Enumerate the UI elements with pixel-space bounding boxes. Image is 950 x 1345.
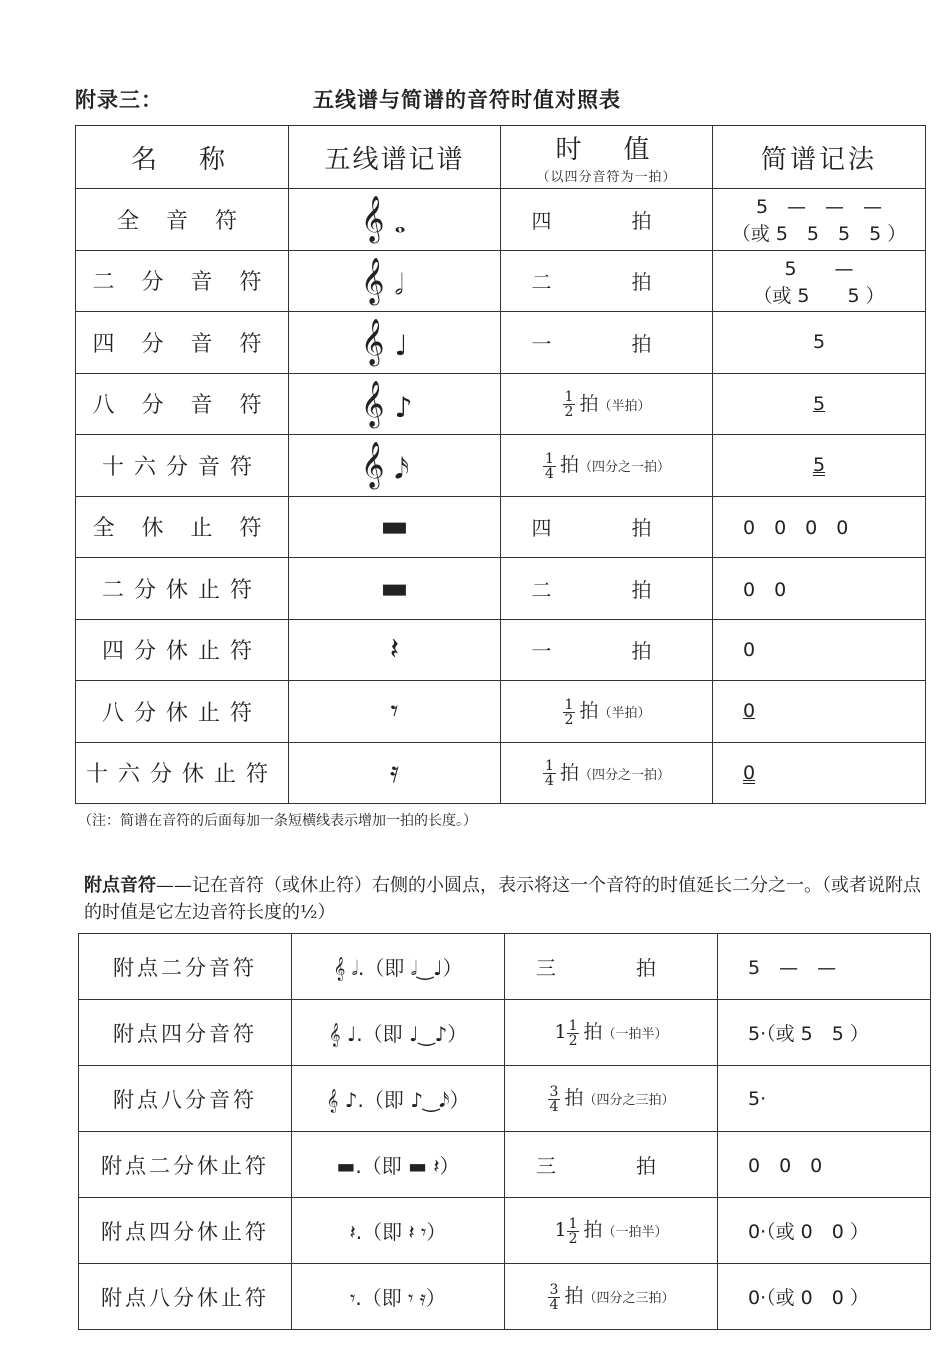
header-duration: [501, 126, 713, 189]
duration-text: 四 拍: [531, 208, 682, 233]
duration-note: （四分之三拍）: [583, 1093, 675, 1109]
duration-fraction-den: 4: [545, 773, 554, 789]
dotted-intro-fraction: ½: [300, 902, 318, 923]
duration-whole: 1: [554, 1219, 567, 1242]
jianpu-notation: [713, 373, 926, 435]
appendix-label: 附录三：: [75, 87, 163, 112]
duration-text: 四 拍: [531, 516, 682, 541]
duration-fraction-den: 2: [568, 1032, 578, 1049]
duration-fraction-den: 2: [564, 711, 574, 728]
table-header-row: [76, 126, 926, 189]
duration-fraction-num: 1: [564, 696, 574, 713]
rest-symbol-icon: 𝄾: [390, 693, 399, 729]
duration-note: （四分之一拍）: [578, 460, 670, 475]
note-name: 附点二分休止符: [79, 1132, 292, 1198]
note-symbol-icon: 𝅘𝅥𝅯: [394, 452, 410, 486]
jianpu-notation: [713, 250, 926, 312]
note-name: 四分休止符: [76, 619, 289, 681]
header-staff: 五线谱记谱: [289, 126, 501, 189]
duration: [501, 681, 713, 743]
jianpu-line: 5: [812, 331, 826, 354]
jianpu-notation: [713, 681, 926, 743]
jianpu-notation: 0·（或 0 0 ）: [718, 1198, 931, 1264]
table-row: [76, 189, 926, 251]
jianpu-line: 0 0: [743, 578, 787, 601]
duration-text: 三 拍: [536, 1154, 686, 1178]
staff-notation: 𝄞 𝅗𝅥.（即 𝅗𝅥‿♩）: [292, 934, 505, 1000]
jianpu-notation: [713, 558, 926, 620]
duration: [501, 373, 713, 435]
duration-unit: 拍: [583, 1219, 603, 1242]
note-name: 附点二分音符: [79, 934, 292, 1000]
duration-fraction: [543, 759, 556, 788]
table-row: [76, 496, 926, 558]
duration-text: 二 拍: [531, 270, 682, 295]
treble-clef-icon: 𝄞: [360, 196, 385, 243]
table-row: [79, 1066, 931, 1132]
duration-fraction-num: 3: [549, 1281, 559, 1298]
duration-unit: 拍: [583, 1021, 603, 1044]
dotted-intro-title: 附点音符: [84, 875, 156, 896]
page-title: 五线谱与简谱的音符时值对照表: [313, 87, 621, 112]
dotted-note-intro: [84, 872, 934, 926]
jianpu-line: 0: [743, 761, 756, 784]
duration-note: （四分之三拍）: [583, 1291, 675, 1307]
note-name: 二 分 音 符: [76, 250, 289, 312]
note-name: 八分休止符: [76, 681, 289, 743]
duration-unit: 拍: [564, 1087, 584, 1110]
note-name: 二分休止符: [76, 558, 289, 620]
dotted-intro-end: ）: [317, 902, 336, 923]
duration: [501, 496, 713, 558]
duration-text: 二 拍: [531, 577, 682, 602]
duration-fraction: [567, 1019, 580, 1048]
staff-notation: [289, 496, 501, 558]
table-row: [76, 619, 926, 681]
duration-fraction: [548, 1283, 561, 1312]
jianpu-notation: 0 0 0: [718, 1132, 931, 1198]
staff-notation: [289, 435, 501, 497]
duration-fraction-num: 1: [545, 450, 554, 467]
duration-whole: 1: [554, 1021, 567, 1044]
note-symbol-icon: ♩: [394, 329, 408, 363]
rest-symbol-icon: 𝄿: [389, 755, 400, 791]
note-name: 附点八分休止符: [79, 1264, 292, 1330]
header-duration-sub: （以四分音符为一拍）: [536, 170, 677, 185]
note-name: 附点四分休止符: [79, 1198, 292, 1264]
table-row: [79, 1264, 931, 1330]
jianpu-notation: [713, 312, 926, 374]
footnote: （注：简谱在音符的后面每加一条短横线表示增加一拍的长度。）: [78, 813, 477, 829]
duration-note: （一拍半）: [602, 1225, 668, 1241]
jianpu-line: 0: [743, 700, 756, 723]
rest-symbol-icon: ▬: [380, 509, 409, 545]
duration-fraction-num: 1: [564, 389, 574, 405]
duration-unit: 拍: [579, 392, 599, 415]
jianpu-notation: 5·（或 5 5 ）: [718, 1000, 931, 1066]
duration-fraction: [567, 1217, 580, 1246]
jianpu-notation: 5·: [718, 1066, 931, 1132]
staff-notation: [289, 619, 501, 681]
header-name: 名 称: [76, 126, 289, 189]
note-symbol-icon: 𝅝: [394, 206, 406, 240]
header-duration-label: 时 值: [555, 135, 658, 165]
duration-note: （半拍）: [598, 398, 651, 414]
rest-symbol-icon: ▬: [380, 570, 409, 606]
duration-fraction-den: 4: [545, 465, 554, 482]
note-duration-table: [75, 125, 926, 804]
duration-text: 一 拍: [531, 639, 682, 664]
note-name: 附点四分音符: [79, 1000, 292, 1066]
table-row: [76, 435, 926, 497]
note-symbol-icon: ♪: [394, 390, 413, 424]
staff-notation: [289, 742, 501, 804]
table-row: [76, 312, 926, 374]
jianpu-line: 0: [743, 638, 756, 661]
duration-fraction: [543, 452, 556, 481]
duration: [501, 189, 713, 251]
staff-notation: [289, 558, 501, 620]
jianpu-notation: 5 — —: [718, 934, 931, 1000]
duration-text: 一 拍: [531, 331, 682, 356]
duration: [501, 619, 713, 681]
note-name: 十六分休止符: [76, 742, 289, 804]
duration: [505, 1066, 718, 1132]
duration-fraction-num: 1: [568, 1215, 578, 1232]
treble-clef-icon: 𝄞: [360, 257, 385, 304]
duration: [505, 1264, 718, 1330]
jianpu-notation: [713, 435, 926, 497]
treble-clef-icon: 𝄞: [360, 319, 385, 366]
duration-unit: 拍: [579, 700, 599, 722]
duration-fraction: [563, 390, 576, 419]
note-name: 全 休 止 符: [76, 496, 289, 558]
staff-notation: [289, 373, 501, 435]
duration-note: （四分之一拍）: [578, 767, 670, 783]
jianpu-notation: [713, 496, 926, 558]
duration-unit: 拍: [564, 1285, 584, 1308]
table-row: [76, 742, 926, 804]
jianpu-notation: [713, 619, 926, 681]
jianpu-alt-line: （或 5 5 5 5 ）: [731, 223, 907, 246]
jianpu-notation: [713, 189, 926, 251]
jianpu-line: 5 — — —: [755, 196, 883, 219]
staff-notation: 𝄽.（即 𝄽 𝄾）: [292, 1198, 505, 1264]
header-jianpu: 简谱记法: [713, 126, 926, 189]
staff-notation: [289, 250, 501, 312]
note-name: 附点八分音符: [79, 1066, 292, 1132]
duration-note: （一拍半）: [602, 1027, 668, 1043]
jianpu-alt-line: （或 5 5 ）: [753, 284, 885, 307]
jianpu-notation: [713, 742, 926, 804]
dotted-note-table: [78, 933, 931, 1330]
duration-fraction-num: 3: [549, 1083, 559, 1100]
duration-note: （半拍）: [598, 706, 651, 721]
table-row: [76, 681, 926, 743]
staff-notation: [289, 312, 501, 374]
note-name: 四 分 音 符: [76, 312, 289, 374]
rest-symbol-icon: 𝄽: [389, 632, 400, 668]
jianpu-line: 0 0 0 0: [743, 517, 849, 540]
jianpu-line: 5 —: [784, 257, 854, 280]
table-row: [76, 250, 926, 312]
duration: [501, 312, 713, 374]
duration-fraction-num: 1: [568, 1017, 578, 1034]
jianpu-notation: 0·（或 0 0 ）: [718, 1264, 931, 1330]
staff-notation: ▬.（即 ▬ 𝄽）: [292, 1132, 505, 1198]
duration-unit: 拍: [559, 761, 579, 784]
duration-fraction: [548, 1085, 561, 1114]
table-row: [76, 373, 926, 435]
duration: [501, 250, 713, 312]
staff-notation: [289, 681, 501, 743]
duration: [501, 435, 713, 497]
note-name: 十六分音符: [76, 435, 289, 497]
table-row: [79, 1000, 931, 1066]
jianpu-line: 5: [812, 454, 826, 477]
note-name: 八 分 音 符: [76, 373, 289, 435]
jianpu-line: 5: [812, 392, 826, 415]
staff-notation: 𝄞 ♩.（即 ♩‿♪）: [292, 1000, 505, 1066]
duration-fraction-den: 2: [564, 404, 574, 420]
duration: [501, 558, 713, 620]
duration-fraction-den: 2: [568, 1230, 578, 1247]
duration-fraction-num: 1: [545, 758, 554, 774]
duration-fraction-den: 4: [549, 1098, 559, 1115]
staff-notation: [289, 189, 501, 251]
duration-fraction: [563, 698, 576, 727]
table-row: [79, 1198, 931, 1264]
treble-clef-icon: 𝄞: [360, 442, 385, 489]
note-name: 全 音 符: [76, 189, 289, 251]
duration: [501, 742, 713, 804]
duration: [505, 934, 718, 1000]
note-symbol-icon: 𝅗𝅥: [394, 267, 404, 301]
table-row: [79, 1132, 931, 1198]
duration-text: 三 拍: [536, 956, 686, 980]
duration-fraction-den: 4: [549, 1296, 559, 1313]
duration-unit: 拍: [559, 454, 579, 476]
duration: [505, 1198, 718, 1264]
table-row: [76, 558, 926, 620]
treble-clef-icon: 𝄞: [360, 380, 385, 427]
dotted-intro-text: ——记在音符（或休止符）右侧的小圆点，表示将这一个音符的时值延长二分之一。（或者说附点的时值是它左边音符长度的: [84, 875, 921, 923]
duration: [505, 1132, 718, 1198]
table-row: [79, 934, 931, 1000]
staff-notation: 𝄾.（即 𝄾 𝄿）: [292, 1264, 505, 1330]
staff-notation: 𝄞 ♪.（即 ♪‿𝅘𝅥𝅯）: [292, 1066, 505, 1132]
duration: [505, 1000, 718, 1066]
